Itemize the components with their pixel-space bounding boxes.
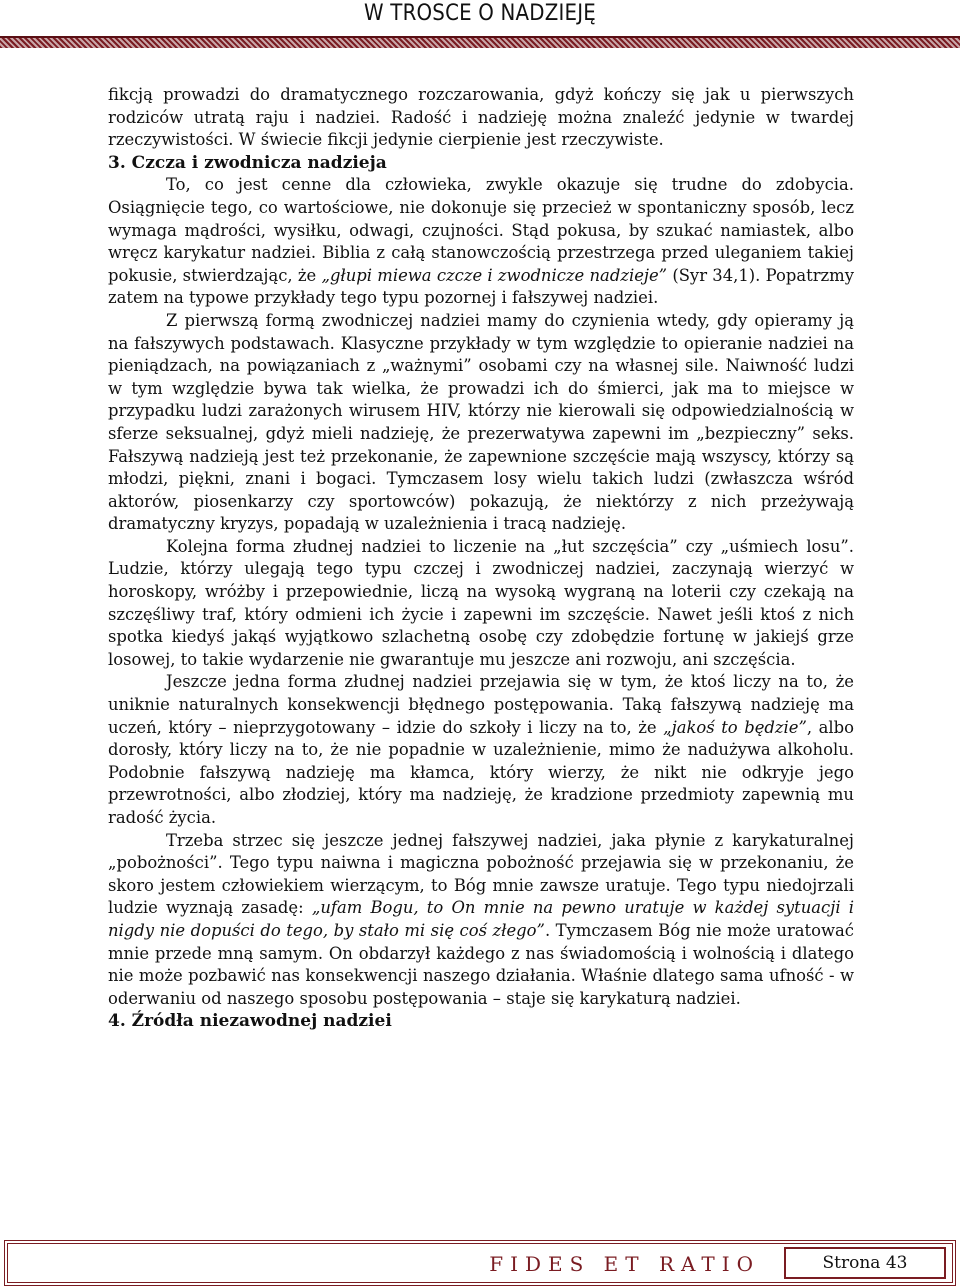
paragraph-piety [108,830,854,1011]
paragraph-text: . Tymczasem Bóg nie może uratować mnie przede mną samym. On obdarzył każdego z nas świadomością i wolnością i dlatego nie może pozbawić nas konsekwencji naszego działania. Właśnie dlatego sama ufność - w oderwaniu od naszego sposobu postępowania – staje się karykaturą nadziei. [108,920,854,1008]
header-decorative-rule [0,36,960,48]
running-header-title: W TROSCE O NADZIEJĘ [364,1,596,26]
footer-brand: FIDES ET RATIO [489,1252,760,1276]
paragraph-consequences [108,671,854,829]
paragraph-text: Trzeba strzec się jeszcze jednej fałszywej nadziei, jaka płynie z karykaturalnej „pobożności”. Tego typu naiwna i magiczna pobożność przejawia się w przekonaniu, że skoro jestem człowiekiem wierzącym, to Bóg mnie zawsze uratuje. Tego typu niedojrzali ludzie wyznają zasadę: [108,830,854,918]
bible-quote: „głupi miewa czcze i zwodnicze nadzieje” [321,265,668,285]
paragraph-text: Jeszcze jedna forma złudnej nadziei przejawia się w tym, że ktoś liczy na to, że uniknie naturalnych konsekwencji błędnego postępowania. Taką fałszywą nadzieję ma uczeń, który – nieprzygotowany – idzie do szkoły i liczy na to, że [108,672,854,737]
paragraph-false-foundations: Z pierwszą formą zwodniczej nadziei mamy do czynienia wtedy, gdy opieramy ją na fałszywych podstawach. Klasyczne przykłady w tym względzie to opieranie nadziei na pieniądzach, na powiązaniach z „ważnymi” osobami czy na własnej sile. Naiwność ludzi w tym względzie bywa tak wielka, że prowadzi ich do śmierci, jak ma to miejsce w przypadku ludzi zarażonych wirusem HIV, którzy nie kierowali się odpowiedzialnością w sferze seksualnej, gdyż mieli nadzieję, że prezerwatywa zapewni im „bezpieczny” seks. Fałszywą nadzieją jest też przekonanie, że zapewnione szczęście mają wszyscy, którzy są młodzi, piękni, znani i bogaci. Tymczasem losy wielu takich ludzi (zwłaszcza wśród aktorów, piosenkarzy czy sportowców) pokazują, że niektórzy z nich przeżywają dramatyczny kryzys, popadają w uzależnienia i tracą nadzieję. [108,310,854,534]
section-heading-3: 3. Czcza i zwodnicza nadzieja [108,152,387,173]
section-heading-4: 4. Źródła niezawodnej nadziei [108,1011,392,1032]
italic-quote: „ufam Bogu, to On mnie na pewno uratuje w każdej sytuacji i nigdy nie dopuści do tego, by stało mi się coś złego” [108,898,854,940]
page-body [108,84,854,1033]
paragraph-continuation: fikcją prowadzi do dramatycznego rozczarowania, gdyż kończy się jak u pierwszych rodziców utratą raju i nadziei. Radość i nadzieję można znaleźć jedynie w twardej rzeczywistości. W świecie fikcji jedynie cierpienie jest rzeczywiste. [108,85,854,150]
paragraph-text: (Syr 34,1). Popatrzmy zatem na typowe przykłady tego typu pozornej i fałszywej nadziei. [108,265,854,308]
page-number: Strona 43 [784,1247,946,1279]
paragraph-intro [108,174,854,310]
paragraph-text: , albo dorosły, który liczy na to, że nie popadnie w uzależnienie, mimo że nadużywa alkoholu. Podobnie fałszywą nadzieję ma kłamca, który wierzy, że nikt nie odkryje jego przewrotności, albo złodziej, który ma nadzieję, że kradzione przedmioty zapewnią mu radość życia. [108,717,855,827]
paragraph-luck: Kolejna forma złudnej nadziei to liczenie na „łut szczęścia” czy „uśmiech losu”. Ludzie, którzy ulegają tego typu czczej i zwodniczej nadziei, zaczynają wierzyć w horoskopy, wróżby i przepowiednie, liczą na wysoką wygraną na loterii czy czekają na szczęśliwy traf, który odmieni ich życie i zapewni im szczęście. Nawet jeśli ktoś z nich spotka kiedyś jakąś wyjątkowo szlachetną osobę czy zdobędzie fortunę w jakiejś grze losowej, to takie wydarzenie nie gwarantuje mu jeszcze ani rozwoju, ani szczęścia. [108,536,854,669]
paragraph-text: To, co jest cenne dla człowieka, zwykle okazuje się trudne do zdobycia. Osiągnięcie tego, co wartościowe, nie dokonuje się przecież w spontaniczny sposób, lecz wymaga mądrości, wysiłku, odwagi, czujności. Stąd pokusa, by szukać namiastek, albo wręcz karykatur nadziei. Biblia z całą stanowczością przestrzega przed uleganiem takiej pokusie, stwierdzając, że [108,175,854,285]
italic-quote: „jakoś to będzie” [663,717,807,737]
